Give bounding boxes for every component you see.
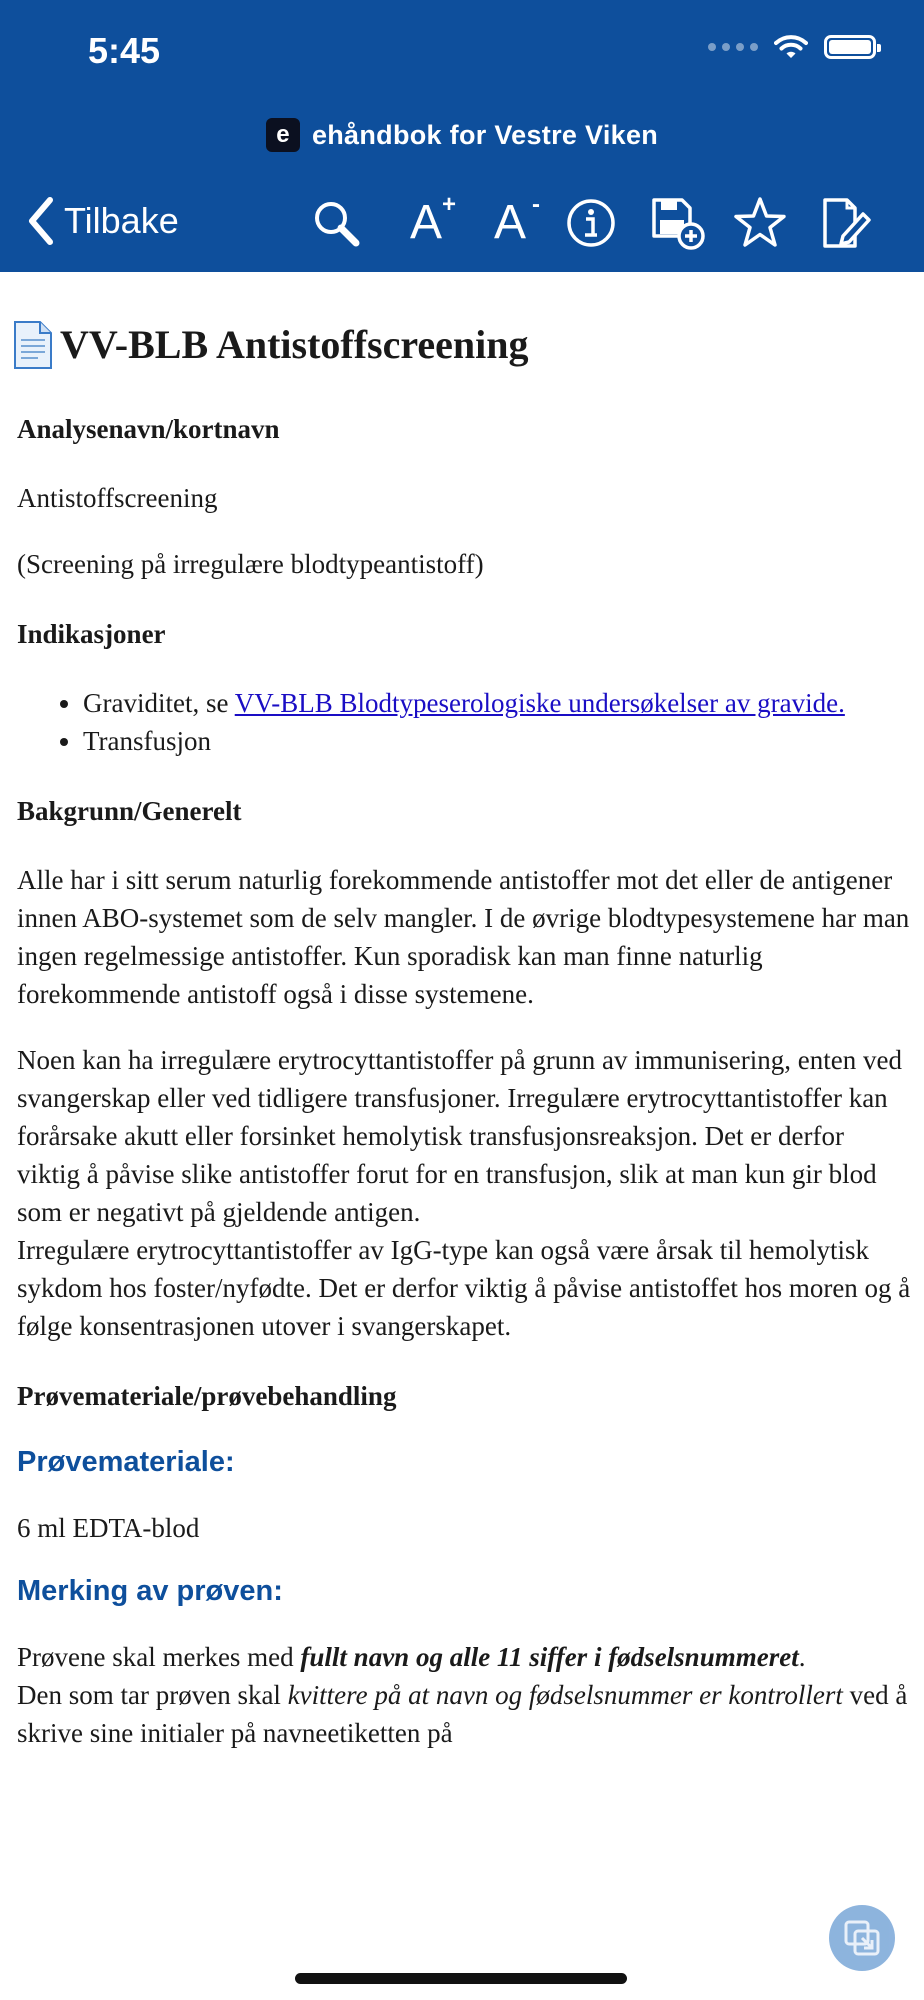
app-logo: e xyxy=(266,118,300,152)
battery-icon xyxy=(824,35,876,59)
favorite-button[interactable] xyxy=(730,194,790,252)
document-content xyxy=(17,320,912,1752)
signal-icon xyxy=(708,43,758,51)
note-button[interactable] xyxy=(816,194,876,252)
section-heading-indications: Indikasjoner xyxy=(17,619,166,649)
subheading-sample-material: Prøvemateriale: xyxy=(17,1446,235,1478)
section-heading-analysis: Analysenavn/kortnavn xyxy=(17,414,280,444)
analysis-description: (Screening på irregulære blodtypeantistoff) xyxy=(17,549,484,579)
status-icons xyxy=(708,34,876,60)
app-title: ehåndbok for Vestre Viken xyxy=(311,119,659,150)
status-time: 5:45 xyxy=(88,30,161,71)
document-title: VV-BLB Antistoffscreening xyxy=(60,322,529,367)
back-button[interactable] xyxy=(26,196,179,246)
search-icon xyxy=(311,198,361,248)
document-title-row xyxy=(12,320,912,370)
open-external-icon xyxy=(842,1918,882,1958)
info-icon xyxy=(566,198,616,248)
font-increase-icon: A + xyxy=(409,191,456,249)
labeling-paragraph: Prøvene skal merkes med fullt navn og alle 11 siffer i fødselsnummeret. xyxy=(17,1642,806,1672)
home-indicator xyxy=(295,1973,627,1984)
save-button[interactable] xyxy=(648,194,708,252)
background-paragraph: Irregulære erytrocyttantistoffer av IgG-type kan også være årsak til hemolytisk sykdom hos foster/nyfødte. Det er derfor viktig å påvise antistoffet hos moren og å følge konsentrasjonen utover i svangerskapet. xyxy=(17,1235,911,1341)
font-decrease-button[interactable] xyxy=(480,191,540,252)
indications-list xyxy=(17,684,912,760)
app-header xyxy=(0,0,924,272)
open-external-button[interactable] xyxy=(829,1905,895,1971)
labeling-paragraph: Den som tar prøven skal kvittere på at navn og fødselsnummer er kontrollert ved å skrive sine initialer på navneetiketten på xyxy=(17,1680,908,1748)
section-heading-sample: Prøvemateriale/prøvebehandling xyxy=(17,1381,397,1411)
analysis-name: Antistoffscreening xyxy=(17,483,218,513)
blood-serology-link[interactable]: VV-BLB Blodtypeserologiske undersøkelser av gravide. xyxy=(234,688,845,718)
sample-material: 6 ml EDTA-blod xyxy=(17,1513,200,1543)
chevron-left-icon xyxy=(26,196,56,246)
list-item: • Graviditet, se VV-BLB Blodtypeserologiske undersøkelser av gravide. xyxy=(83,684,912,722)
font-decrease-icon: A - xyxy=(493,191,540,249)
wifi-icon xyxy=(774,34,808,60)
font-increase-button[interactable] xyxy=(396,191,456,252)
star-icon xyxy=(732,196,788,250)
subheading-labeling: Merking av prøven: xyxy=(17,1575,283,1607)
document-icon xyxy=(12,320,54,370)
search-button[interactable] xyxy=(306,194,366,252)
back-label: Tilbake xyxy=(64,200,179,241)
info-button[interactable] xyxy=(561,194,621,252)
edit-note-icon xyxy=(819,196,873,250)
app-title-bar xyxy=(0,118,924,152)
section-heading-background: Bakgrunn/Generelt xyxy=(17,796,242,826)
toolbar xyxy=(0,190,924,256)
list-item: • Transfusjon xyxy=(83,722,912,760)
background-paragraph: Alle har i sitt serum naturlig forekommende antistoffer mot det eller de antigener innen ABO-systemet som de selv mangler. I de øvrige blodtypesystemene har man ingen regelmessige antistoffer. Kun sporadisk kan man finne naturlig forekommende antistoff også i disse systemene. xyxy=(17,865,910,1009)
save-icon xyxy=(650,196,706,250)
background-paragraph: Noen kan ha irregulære erytrocyttantistoffer på grunn av immunisering, enten ved svangerskap eller ved tidligere transfusjoner. Irregulære erytrocyttantistoffer kan forårsake akutt eller forsinket hemolytisk transfusjonsreaksjon. Det er derfor viktig å påvise slike antistoffer forut for en transfusjon, slik at man kun gir blod som er negativt på gjeldende antigen. xyxy=(17,1045,902,1227)
